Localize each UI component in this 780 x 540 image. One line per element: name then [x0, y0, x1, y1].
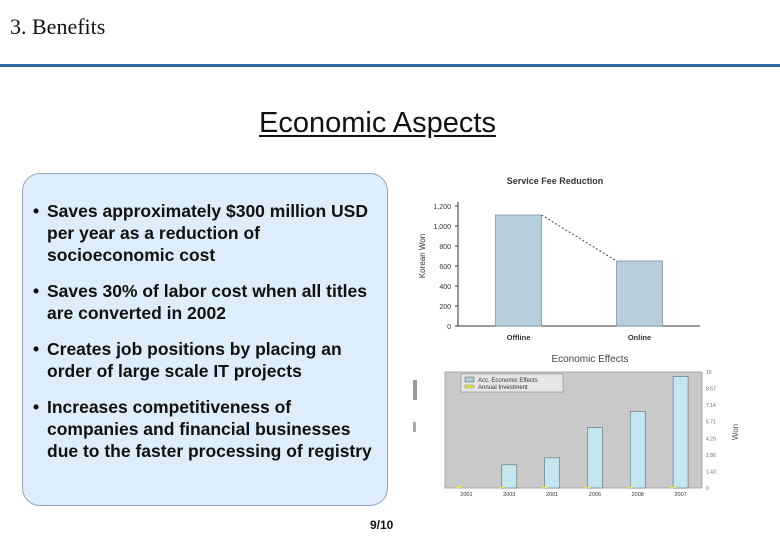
y-axis-label: Korean Won [418, 233, 427, 279]
economic-effects-chart [410, 350, 750, 500]
legend-label: Acc. Economic Effects [478, 378, 538, 384]
y-tick-label: 1,200 [433, 204, 451, 211]
bullet-symbol: • [33, 281, 40, 301]
trend-line [542, 215, 617, 261]
bullet-list [33, 200, 383, 476]
chart-title: Service Fee Reduction [506, 176, 604, 186]
y-tick-label: 8.57 [706, 386, 716, 393]
bullet-item [33, 396, 383, 462]
x-tick-label: 2001 [545, 492, 559, 498]
bar [496, 215, 542, 326]
y-tick-label: 5.71 [706, 419, 716, 426]
service-fee-chart [410, 168, 710, 360]
bullet-symbol: • [33, 201, 40, 221]
bullet-item [33, 280, 383, 324]
y-tick-label: 200 [439, 304, 451, 311]
legend-label: Annual Investment [478, 385, 528, 391]
axis-fragment [413, 422, 416, 432]
bullet-text: Saves 30% of labor cost when all titles are converted in 2002 [47, 281, 367, 323]
x-tick-label: 2006 [588, 492, 602, 498]
bar [617, 261, 663, 326]
y-tick-label: 1.43 [706, 469, 716, 476]
x-tick-label: 2003 [503, 492, 516, 498]
page-number: 9/10 [370, 518, 394, 532]
investment-bar [670, 487, 676, 488]
y-tick-label: 400 [439, 284, 451, 291]
investment-bar [542, 487, 548, 488]
chart-title: Economic Effects [551, 354, 629, 365]
x-tick-label: 2007 [674, 492, 687, 498]
y-tick-label: 0 [706, 486, 709, 492]
title-rule [0, 64, 780, 67]
bullet-item [33, 338, 383, 382]
x-tick-label: Online [627, 333, 652, 342]
y-tick-label: 2.86 [706, 452, 716, 459]
bar [502, 465, 517, 488]
bar [630, 411, 645, 488]
legend-swatch [465, 377, 474, 382]
investment-bar [499, 487, 505, 488]
y-tick-label: 800 [439, 244, 451, 251]
bullet-item [33, 200, 383, 266]
bullet-symbol: • [33, 397, 40, 417]
axis-fragment [413, 380, 417, 400]
bullet-symbol: • [33, 339, 40, 359]
bar [587, 428, 602, 488]
investment-bar [584, 487, 590, 488]
bar [673, 377, 688, 488]
y-tick-label: 1,000 [433, 224, 451, 231]
y-axis-label: Won [731, 423, 740, 441]
y-tick-label: 7.14 [706, 403, 716, 410]
bullet-box [22, 173, 388, 506]
y-tick-label: 10 [706, 370, 712, 376]
x-tick-label: 2001 [460, 492, 473, 498]
bar [545, 458, 560, 488]
bullet-text: Saves approximately $300 million USD per year as a reduction of socioeconomic cost [47, 201, 368, 265]
x-tick-label: 2008 [631, 492, 644, 498]
section-heading: Economic Aspects [259, 107, 496, 139]
bullet-text: Increases competitiveness of companies and financial businesses due to the faster processing of registry [47, 397, 372, 461]
slide-title: 3. Benefits [10, 14, 106, 39]
investment-bar [456, 486, 462, 488]
legend-swatch [465, 385, 474, 388]
y-tick-label: 0 [447, 324, 451, 331]
y-tick-label: 4.29 [706, 436, 716, 443]
investment-bar [627, 487, 633, 488]
y-tick-label: 600 [439, 264, 451, 271]
x-tick-label: Offline [506, 333, 531, 342]
legend [461, 374, 563, 392]
bullet-text: Creates job positions by placing an order of large scale IT projects [47, 339, 342, 381]
